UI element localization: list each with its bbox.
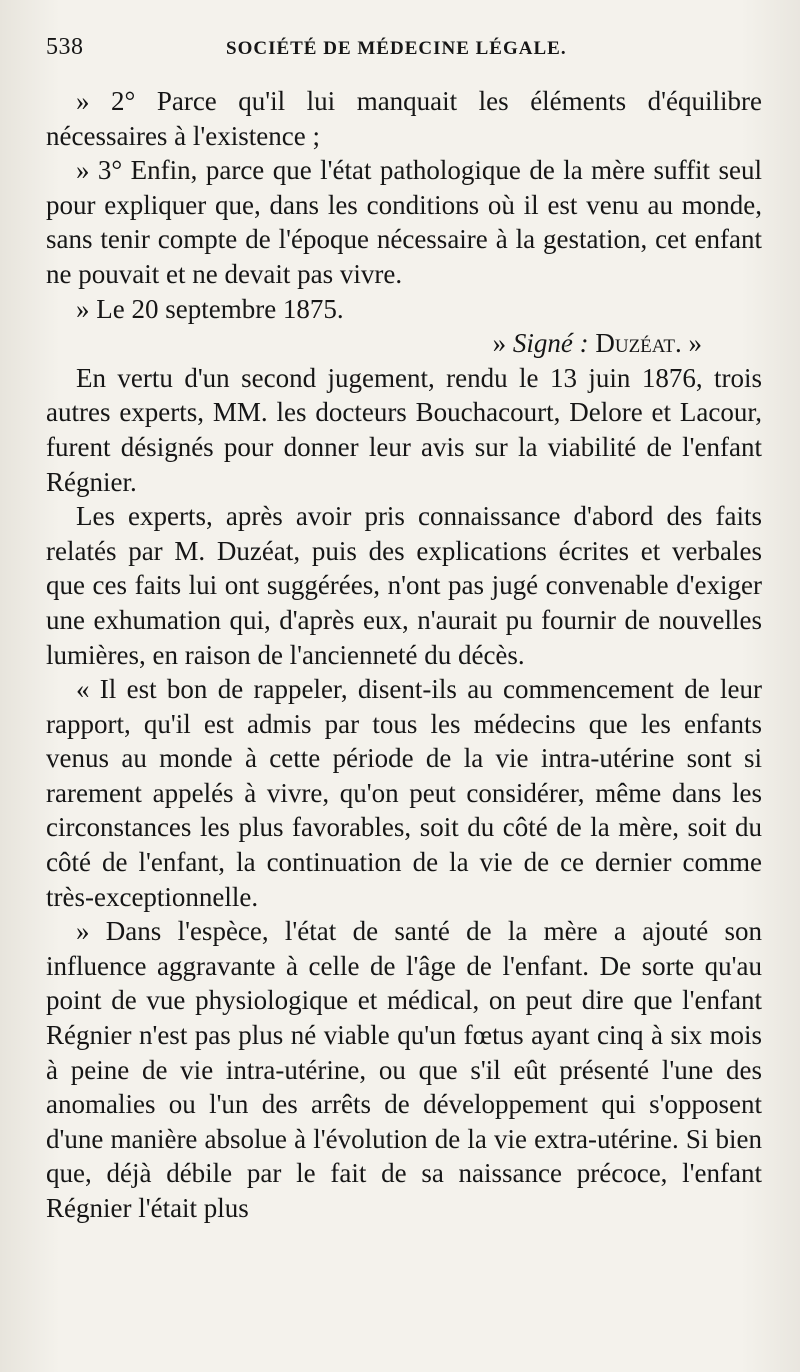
signature-name: Duzéat. (595, 328, 682, 359)
paragraph-experts: Les experts, après avoir pris connaissance d'abord des faits relatés par M. Duzéat, puis des explications écrites et verbales que ces faits lui ont suggérées, n'ont pas jugé convenable d'exiger une exhumation qui, d'après eux, n'aurait pu fournir de nouvelles lumières, en raison de l'ancienneté du décès. (46, 501, 762, 670)
paragraph-item-3: » 3° Enfin, parce que l'état pathologique de la mère suffit seul pour expliquer que, dans les conditions où il est venu au monde, sans tenir compte de l'époque nécessaire à la gestation, cet enfant ne pouvait et ne devait pas vivre. (46, 155, 762, 289)
page-number: 538 (46, 34, 84, 60)
signature-close-quote: » (681, 328, 702, 359)
signature-line (46, 326, 762, 361)
paragraph-second-judgment: En vertu d'un second jugement, rendu le 13 juin 1876, trois autres experts, MM. les docteurs Bouchacourt, Delore et Lacour, furent désignés pour donner leur avis sur la viabilité de l'enfant Régnier. (46, 362, 762, 497)
journal-title: SOCIÉTÉ DE MÉDECINE LÉGALE. (226, 38, 567, 59)
signature-open-quote: » (492, 328, 513, 359)
paragraph-quote-start: « Il est bon de rappeler, disent-ils au commencement de leur rapport, qu'il est admis par tous les médecins que les enfants venus au monde à cette période de la vie intra-utérine sont si rarement appelés à vivre, qu'on peut considérer, même dans les circonstances les plus favorables, soit du côté de la mère, soit du côté de l'enfant, la continuation de la vie de ce dernier comme très-exceptionnelle. (46, 674, 762, 912)
running-head (46, 34, 762, 84)
paragraph-date: » Le 20 septembre 1875. (76, 293, 344, 324)
paragraph-quote-continued: » Dans l'espèce, l'état de santé de la mère a ajouté son influence aggravante à celle de l'âge de l'enfant. De sorte qu'au point de vue physiologique et médical, on peut dire que l'enfant Régnier n'est pas plus né viable qu'un fœtus ayant cinq à six mois à peine de vie intra-utérine, ou que s'il eût présenté l'une des anomalies ou l'un des arrêts de développement qui s'opposent d'une manière absolue à l'évolution de la vie extra-utérine. Si bien que, déjà débile par le fait de sa naissance précoce, l'enfant Régnier l'était plus (46, 916, 762, 1223)
paragraph-item-2: » 2° Parce qu'il lui manquait les éléments d'équilibre nécessaires à l'existence ; (46, 86, 762, 151)
body-text (46, 84, 762, 1226)
signature-label: Signé : (512, 328, 596, 359)
